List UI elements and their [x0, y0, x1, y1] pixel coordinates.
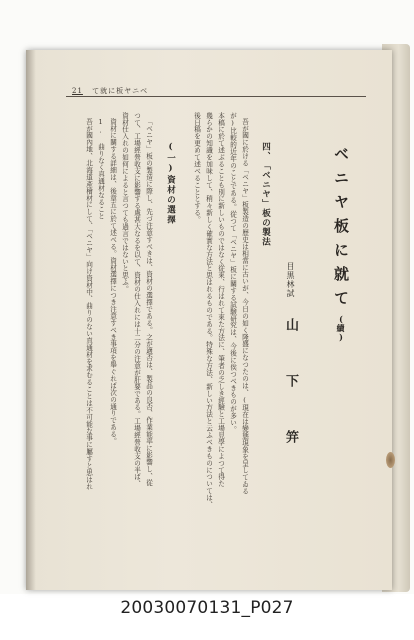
running-title: て就に板ヤニベ — [92, 87, 149, 95]
paragraph: 本稿に於て述ぶることも別に新しいものではなく從來、行はれて來た方法に、筆者の乏しき經驗と工場見學によつて得た — [216, 112, 225, 488]
title-text: ベニヤ板に就て — [332, 146, 350, 314]
paper-stain — [386, 452, 395, 468]
paragraph: 後日稿を更めて述べることとする。 — [192, 112, 201, 224]
author-name: 山 下 笄 — [283, 318, 298, 457]
list-item-heading: 1. 曲りなく真通材なること — [96, 118, 105, 220]
paragraph: 資材に關する詳細は、後章五に於て述べる。資材選擇につき注意すべき事項を舉ぐれば次の通りである。 — [108, 118, 117, 445]
paragraph: 吾が國內地、北海道產檜材にして、「ベニヤ」向け資材中、曲りのない真通材を求むることは不可能な事に屬すと思はれ — [84, 118, 93, 490]
subsection-heading: (一)資材の選擇 — [165, 142, 176, 225]
header-rule — [66, 96, 366, 97]
author-affiliation: 目黒林試 — [286, 262, 295, 298]
title-suffix: (續) — [336, 314, 346, 342]
paragraph: 「ベニヤ」板の製造に際し、先づ注意すべきは、資材の選擇である。之が適否は、製品の良否、作業能率に影響し、從 — [144, 118, 153, 487]
section-heading: 四、「ベニヤ」板の製法 — [260, 142, 271, 247]
article-title — [333, 146, 348, 342]
page-number: 21 — [72, 87, 83, 95]
paragraph: が)比較的近年のことである。從つて「ベニヤ」板に關する試驗研究は、今後に俟つべきものが多い。 — [228, 112, 237, 434]
binding-shadow — [26, 50, 36, 590]
paragraph: 資材仕入れの如何によると言つても過言ではないと思ふ。 — [120, 112, 129, 293]
paragraph: つて、工場經營收支に影響する處甚大なるを以て、資材の仕入れには十二分の注意が肝要である。工場經營收支の半ば、 — [132, 112, 141, 488]
running-header — [72, 86, 148, 96]
paragraph: 幾らかの知識を加味して、稍々新しく確實な方法と思はれるものである。特殊な方法、新しい方法と云ふべきものについては、 — [204, 112, 213, 509]
paragraph: 吾が國に於ける「ベニヤ」板製造の歴史は相當に古いが、今日の如く隆盛になつたのは、(現在は變態現象を呈してゐる — [240, 118, 249, 495]
image-caption: 20030070131_P027 — [120, 598, 294, 618]
